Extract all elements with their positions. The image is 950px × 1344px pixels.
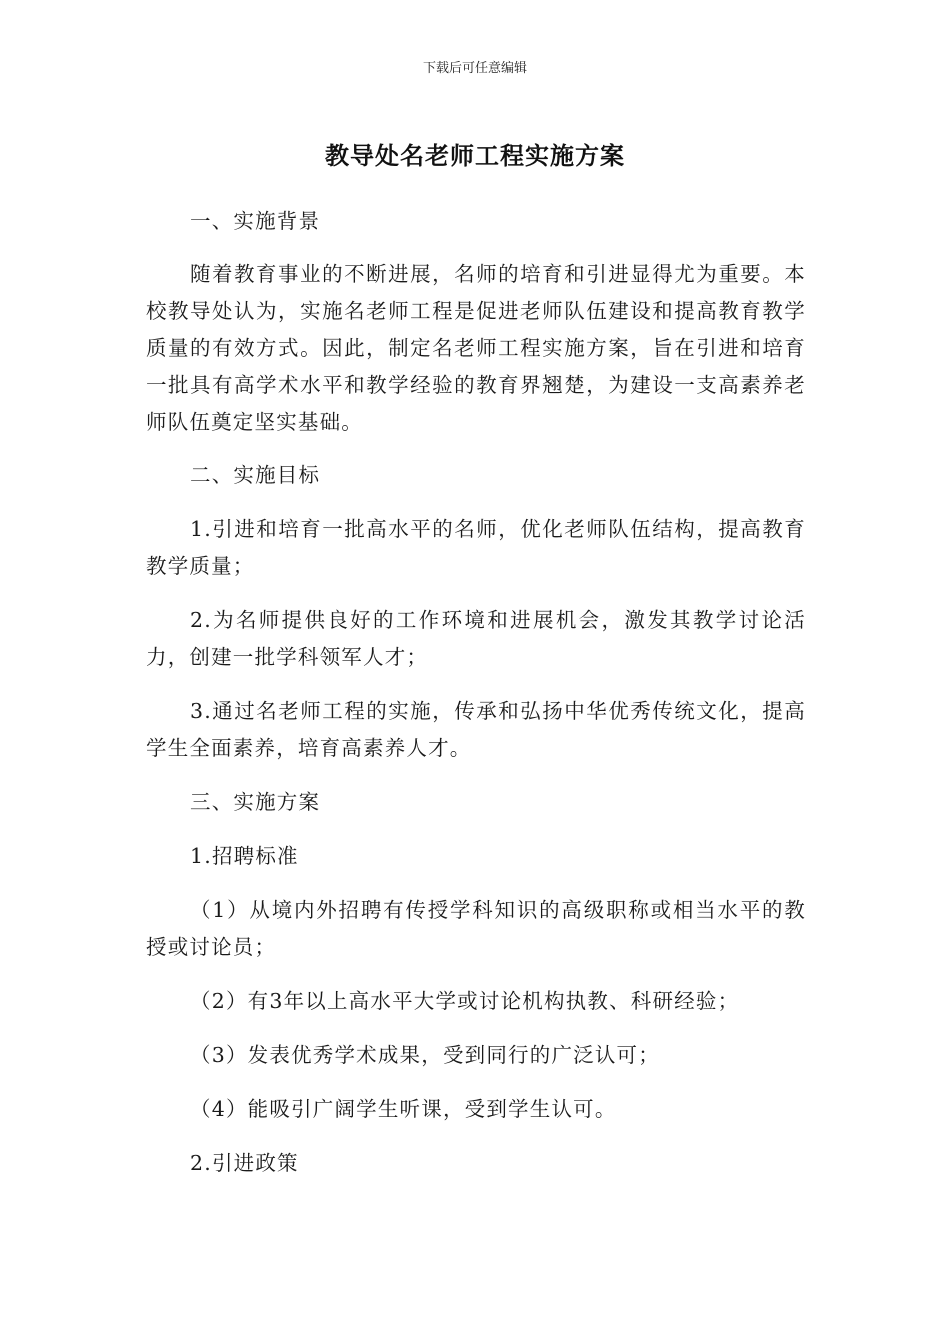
section-heading-goals: 二、实施目标	[190, 463, 321, 487]
plan-subheading-recruitment: 1.招聘标准	[190, 844, 299, 868]
section-heading-background: 一、实施背景	[190, 209, 321, 233]
criterion-item-3: （3）发表优秀学术成果，受到同行的广泛认可；	[190, 1043, 660, 1067]
goal-item-1: 1.引进和培育一批高水平的名师，优化老师队伍结构，提高教育教学质量；	[146, 517, 806, 578]
goal-item-3: 3.通过名老师工程的实施，传承和弘扬中华优秀传统文化，提高学生全面素养，培育高素养人才。	[146, 699, 806, 760]
header-note: 下载后可任意编辑	[422, 61, 527, 76]
document-body	[146, 203, 806, 1182]
criterion-item-4: （4）能吸引广阔学生听课，受到学生认可。	[190, 1097, 617, 1121]
plan-subheading-policy: 2.引进政策	[190, 1151, 299, 1175]
criterion-item-1: （1）从境内外招聘有传授学科知识的高级职称或相当水平的教授或讨论员；	[146, 898, 806, 959]
section-heading-plan: 三、实施方案	[190, 790, 321, 814]
criterion-item-2: （2）有3年以上高水平大学或讨论机构执教、科研经验；	[190, 989, 740, 1013]
goal-item-2: 2.为名师提供良好的工作环境和进展机会，激发其教学讨论活力，创建一批学科领军人才；	[146, 608, 806, 669]
paragraph-background: 随着教育事业的不断进展，名师的培育和引进显得尤为重要。本校教导处认为，实施名老师工程是促进老师队伍建设和提高教育教学质量的有效方式。因此，制定名老师工程实施方案，旨在引进和培育一批具有高学术水平和教学经验的教育界翘楚，为建设一支高素养老师队伍奠定坚实基础。	[146, 262, 806, 434]
document-title: 教导处名老师工程实施方案	[325, 142, 625, 170]
